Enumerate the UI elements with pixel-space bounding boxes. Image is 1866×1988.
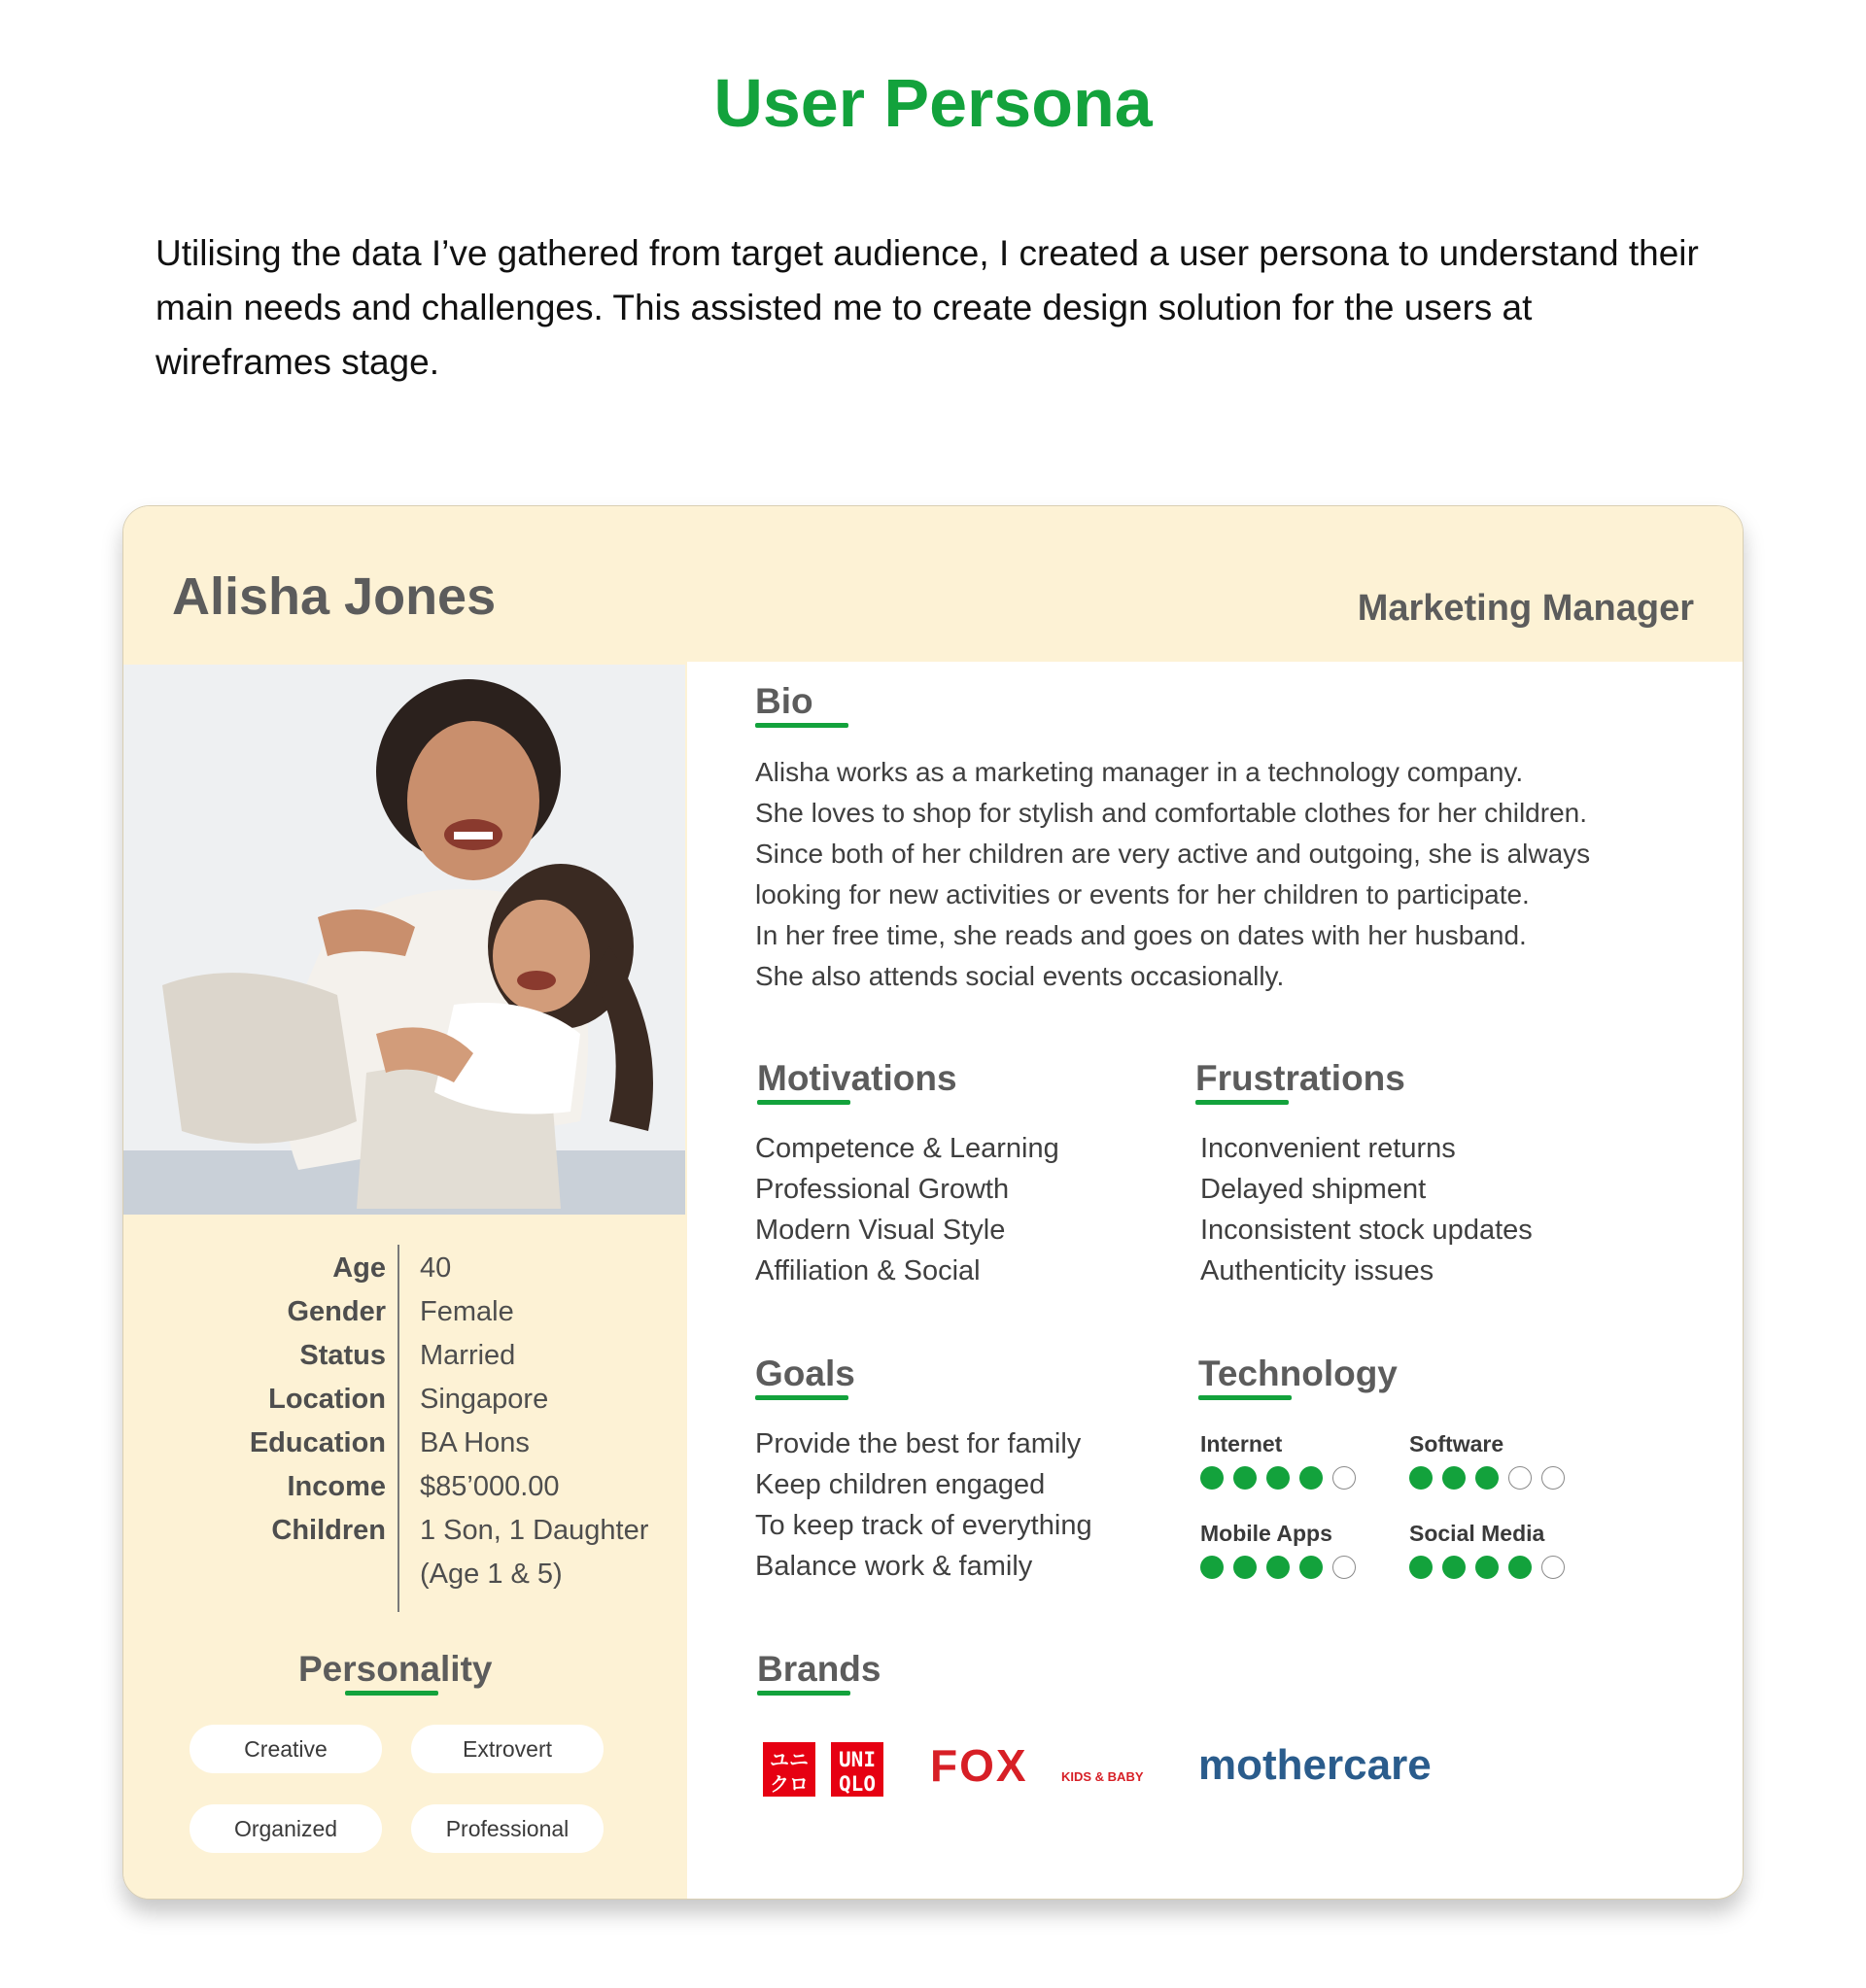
info-label-age: Age [332, 1252, 386, 1284]
technology-underline [1198, 1395, 1292, 1400]
uniqlo-logo [763, 1742, 883, 1801]
uniqlo-text: クロ [770, 1772, 809, 1796]
fox-logo-graphic [930, 1744, 1163, 1793]
bio-text [755, 752, 1727, 997]
info-label-location: Location [268, 1384, 386, 1415]
brands-heading-text: Brands [757, 1649, 881, 1689]
fox-subtext: KIDS & BABY [1061, 1769, 1144, 1784]
rating-dot-empty [1508, 1466, 1532, 1490]
goal-item: To keep track of everything [755, 1510, 1092, 1541]
rating-dot-filled [1266, 1466, 1290, 1490]
frustration-item: Inconvenient returns [1200, 1133, 1456, 1164]
rating-dots [1200, 1556, 1356, 1579]
rating-dots [1200, 1466, 1356, 1490]
info-labels [162, 1247, 386, 1553]
info-divider [397, 1245, 399, 1612]
rating-dot-empty [1541, 1556, 1565, 1579]
motivation-item: Affiliation & Social [755, 1255, 981, 1286]
bio-line: Since both of her children are very active and outgoing, she is always [755, 839, 1591, 869]
frustrations-underline [1195, 1100, 1289, 1105]
rating-dot-filled [1299, 1466, 1323, 1490]
rating-dot-empty [1541, 1466, 1565, 1490]
persona-role: Marketing Manager [1357, 588, 1694, 629]
info-value-age: 40 [420, 1252, 452, 1284]
frustrations-list [1200, 1128, 1706, 1291]
tech-label-software: Software [1409, 1431, 1504, 1457]
intro-paragraph: Utilising the data I’ve gathered from target audience, I created a user persona to understand their main needs and challenges. This assisted me to create design solution for the users at wireframes stage. [156, 233, 1699, 382]
rating-dot-empty [1332, 1556, 1356, 1579]
rating-dot-filled [1233, 1466, 1257, 1490]
goals-heading [755, 1354, 855, 1394]
bio-line: looking for new activities or events for her children to participate. [755, 879, 1530, 909]
technology-heading [1198, 1354, 1398, 1394]
rating-dot-filled [1508, 1556, 1532, 1579]
frustration-item: Delayed shipment [1200, 1174, 1427, 1205]
fox-logo [930, 1744, 1163, 1798]
rating-dot-filled [1409, 1466, 1433, 1490]
tech-label-mobile-apps: Mobile Apps [1200, 1521, 1332, 1546]
personality-tag: Extrovert [411, 1725, 604, 1773]
rating-dot-filled [1475, 1466, 1499, 1490]
brands-heading [757, 1649, 881, 1690]
fox-text: FOX [930, 1744, 1028, 1791]
tech-label-social-media: Social Media [1409, 1521, 1545, 1546]
persona-name: Alisha Jones [172, 567, 497, 626]
rating-dots [1409, 1466, 1565, 1490]
rating-dot-filled [1200, 1466, 1224, 1490]
card-header [123, 506, 1743, 662]
photo-illustration [123, 665, 685, 1215]
info-label-income: Income [287, 1471, 386, 1502]
bio-line: She also attends social events occasionally. [755, 961, 1285, 991]
info-value-children-ages: (Age 1 & 5) [420, 1559, 563, 1590]
motivation-item: Competence & Learning [755, 1133, 1059, 1164]
info-value-location: Singapore [420, 1384, 549, 1415]
frustrations-heading [1195, 1058, 1405, 1099]
bio-line: She loves to shop for stylish and comfortable clothes for her children. [755, 798, 1587, 828]
brands-underline [757, 1691, 850, 1696]
goal-item: Keep children engaged [755, 1469, 1046, 1500]
info-value-children: 1 Son, 1 Daughter [420, 1515, 649, 1546]
persona-card [122, 505, 1744, 1900]
rating-dot-filled [1233, 1556, 1257, 1579]
rating-dot-filled [1442, 1466, 1466, 1490]
goal-item: Balance work & family [755, 1551, 1033, 1582]
rating-dot-filled [1299, 1556, 1323, 1579]
motivations-list [755, 1128, 1163, 1291]
bio-underline [755, 723, 848, 728]
rating-dots [1409, 1556, 1565, 1579]
info-label-education: Education [249, 1427, 386, 1458]
info-value-education: BA Hons [420, 1427, 530, 1458]
motivation-item: Professional Growth [755, 1174, 1010, 1205]
page-title: User Persona [713, 65, 1153, 141]
motivation-item: Modern Visual Style [755, 1215, 1006, 1246]
uniqlo-text: UNI [839, 1748, 876, 1771]
info-label-gender: Gender [287, 1296, 386, 1327]
frustrations-heading-text: Frustrations [1195, 1058, 1405, 1098]
mothercare-text: mothercare [1198, 1741, 1432, 1789]
motivations-underline [757, 1100, 850, 1105]
info-value-gender: Female [420, 1296, 514, 1327]
technology-heading-text: Technology [1198, 1354, 1398, 1393]
goals-heading-text: Goals [755, 1354, 855, 1393]
info-value-status: Married [420, 1340, 516, 1371]
goals-underline [755, 1395, 848, 1400]
bio-heading [755, 681, 813, 722]
rating-dot-empty [1332, 1466, 1356, 1490]
bio-line: Alisha works as a marketing manager in a technology company. [755, 757, 1524, 787]
persona-photo [123, 665, 685, 1215]
frustration-item: Authenticity issues [1200, 1255, 1434, 1286]
frustration-item: Inconsistent stock updates [1200, 1215, 1533, 1246]
rating-dot-filled [1200, 1556, 1224, 1579]
tech-label-internet: Internet [1200, 1431, 1283, 1457]
rating-dot-filled [1409, 1556, 1433, 1579]
info-values [420, 1247, 682, 1596]
personality-heading [298, 1649, 492, 1690]
info-label-children: Children [271, 1515, 386, 1546]
motivations-heading [757, 1058, 957, 1099]
goal-item: Provide the best for family [755, 1428, 1082, 1459]
uniqlo-logo-graphic [763, 1742, 883, 1797]
uniqlo-text: ユニ [770, 1748, 809, 1771]
personality-heading-text: Personality [298, 1649, 493, 1689]
mothercare-logo-graphic [1198, 1736, 1441, 1795]
info-value-income: $85’000.00 [420, 1471, 560, 1502]
personality-tag: Organized [190, 1804, 382, 1853]
mothercare-logo [1198, 1736, 1441, 1799]
motivations-heading-text: Motivations [757, 1058, 957, 1098]
uniqlo-text: QLO [839, 1772, 876, 1796]
rating-dot-filled [1266, 1556, 1290, 1579]
bio-heading-text: Bio [755, 681, 813, 721]
rating-dot-filled [1475, 1556, 1499, 1579]
info-label-status: Status [299, 1340, 386, 1371]
rating-dot-filled [1442, 1556, 1466, 1579]
personality-tag: Creative [190, 1725, 382, 1773]
personality-tag: Professional [411, 1804, 604, 1853]
goals-list [755, 1423, 1183, 1587]
personality-underline [345, 1691, 438, 1696]
bio-line: In her free time, she reads and goes on dates with her husband. [755, 920, 1527, 950]
